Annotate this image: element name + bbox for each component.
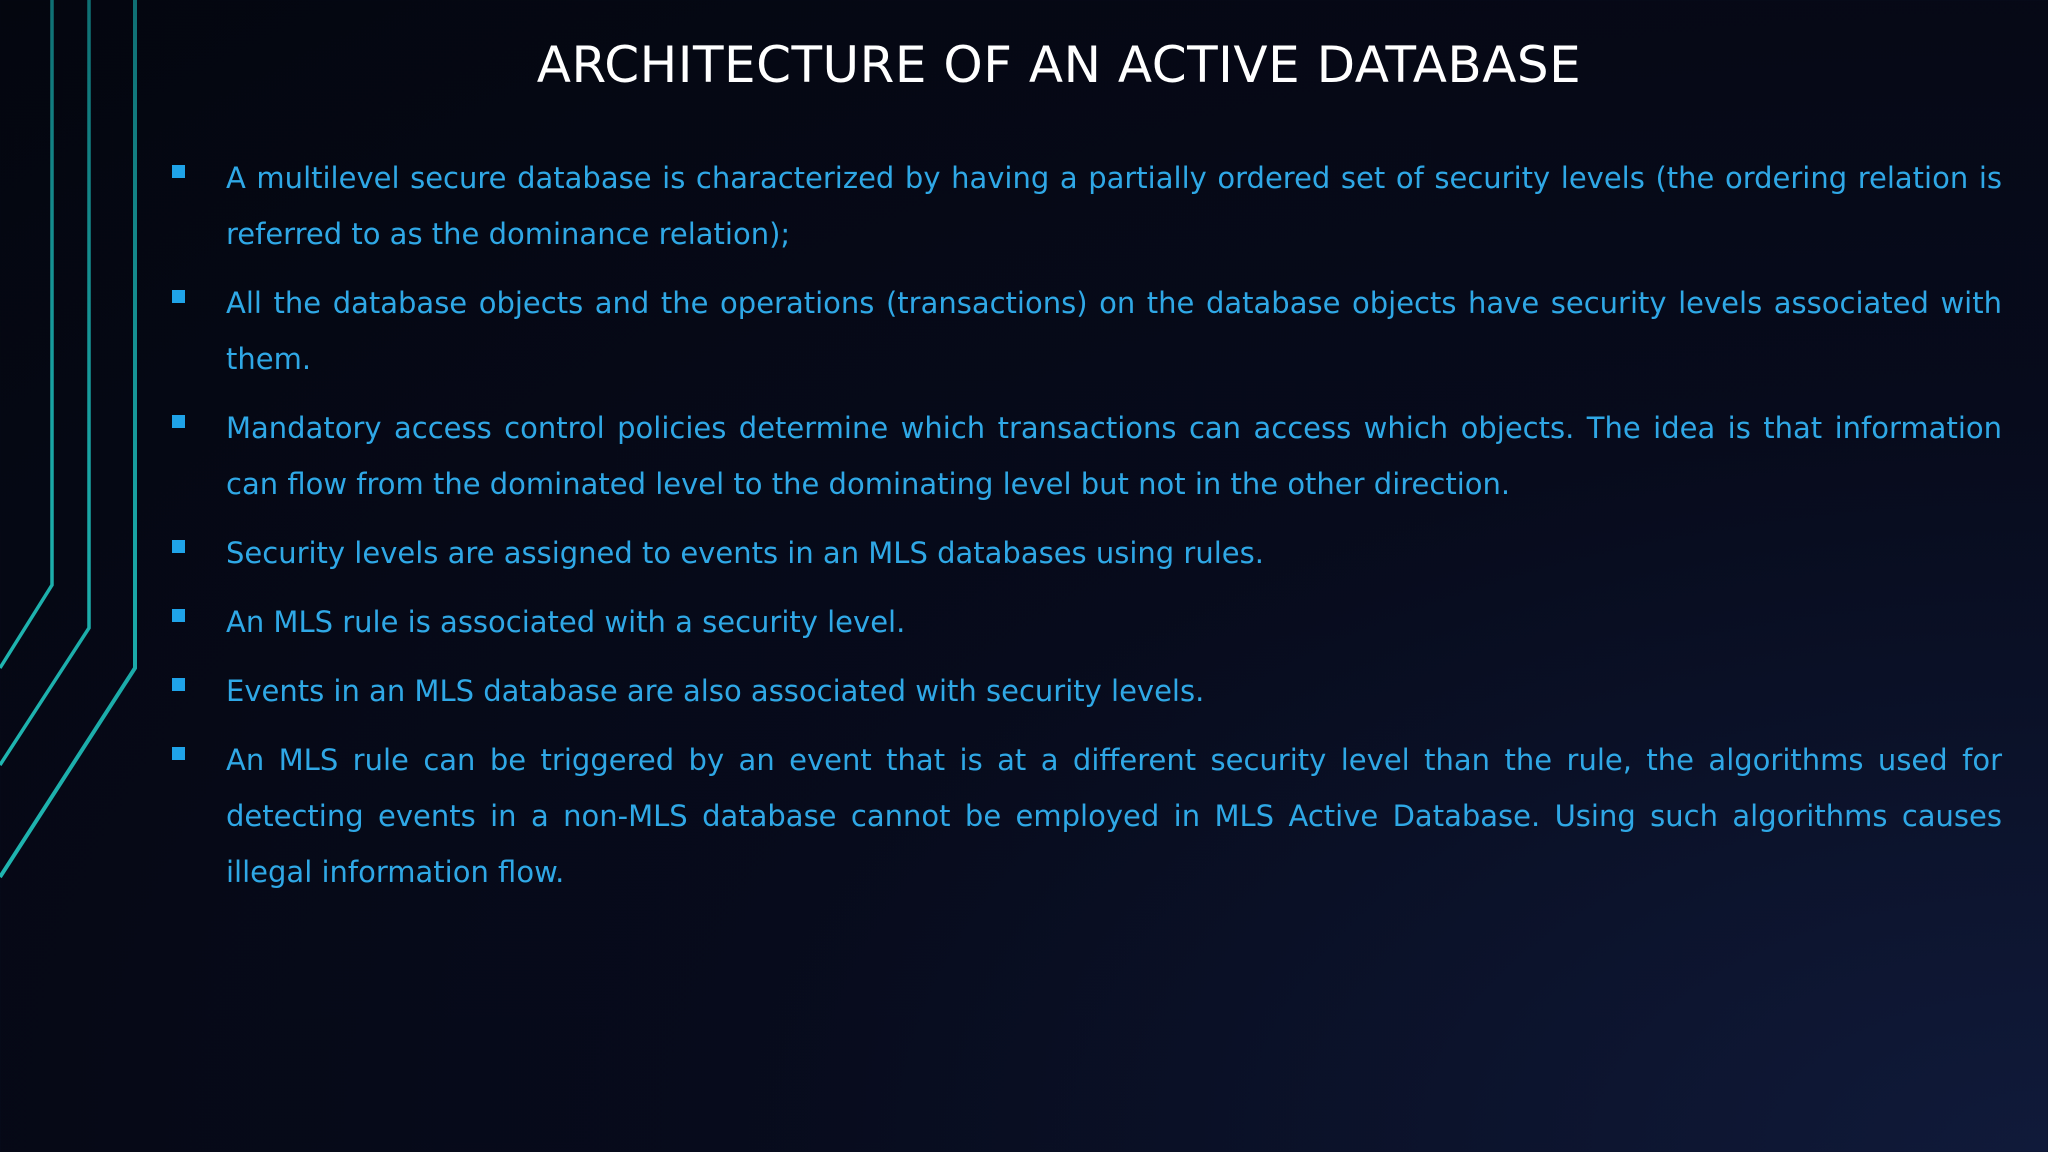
decorative-circuit-lines <box>0 0 160 1152</box>
square-bullet-icon <box>172 678 185 691</box>
bullet-item <box>170 594 2002 650</box>
bullet-text: An MLS rule can be triggered by an event that is at a different security level than the rule, the algorithms used for detecting events in a non-MLS database cannot be employed in MLS Active Database. Using such algorithms causes illegal information flow. <box>226 743 2002 889</box>
square-bullet-icon <box>172 540 185 553</box>
bullet-list <box>170 150 2002 913</box>
bullet-text: Mandatory access control policies determine which transactions can access which objects. The idea is that information can flow from the dominated level to the dominating level but not in the other direction. <box>226 411 2002 501</box>
circuit-line-outer <box>0 0 135 877</box>
square-bullet-icon <box>172 747 185 760</box>
bullet-item <box>170 150 2002 262</box>
bullet-text: An MLS rule is associated with a security level. <box>226 605 906 639</box>
square-bullet-icon <box>172 165 185 178</box>
circuit-line-middle <box>0 0 89 765</box>
bullet-item <box>170 525 2002 581</box>
slide-title: ARCHITECTURE OF AN ACTIVE DATABASE <box>536 36 1582 94</box>
bullet-text: Events in an MLS database are also associated with security levels. <box>226 674 1205 708</box>
bullet-text: All the database objects and the operations (transactions) on the database objects have security levels associated with them. <box>226 286 2002 376</box>
square-bullet-icon <box>172 609 185 622</box>
bullet-item <box>170 400 2002 512</box>
bullet-item <box>170 663 2002 719</box>
bullet-item <box>170 732 2002 900</box>
square-bullet-icon <box>172 415 185 428</box>
bullet-text: Security levels are assigned to events in an MLS databases using rules. <box>226 536 1264 570</box>
circuit-line-inner <box>0 0 52 668</box>
square-bullet-icon <box>172 290 185 303</box>
bullet-text: A multilevel secure database is characterized by having a partially ordered set of security levels (the ordering relation is referred to as the dominance relation); <box>226 161 2002 251</box>
bullet-item <box>170 275 2002 387</box>
